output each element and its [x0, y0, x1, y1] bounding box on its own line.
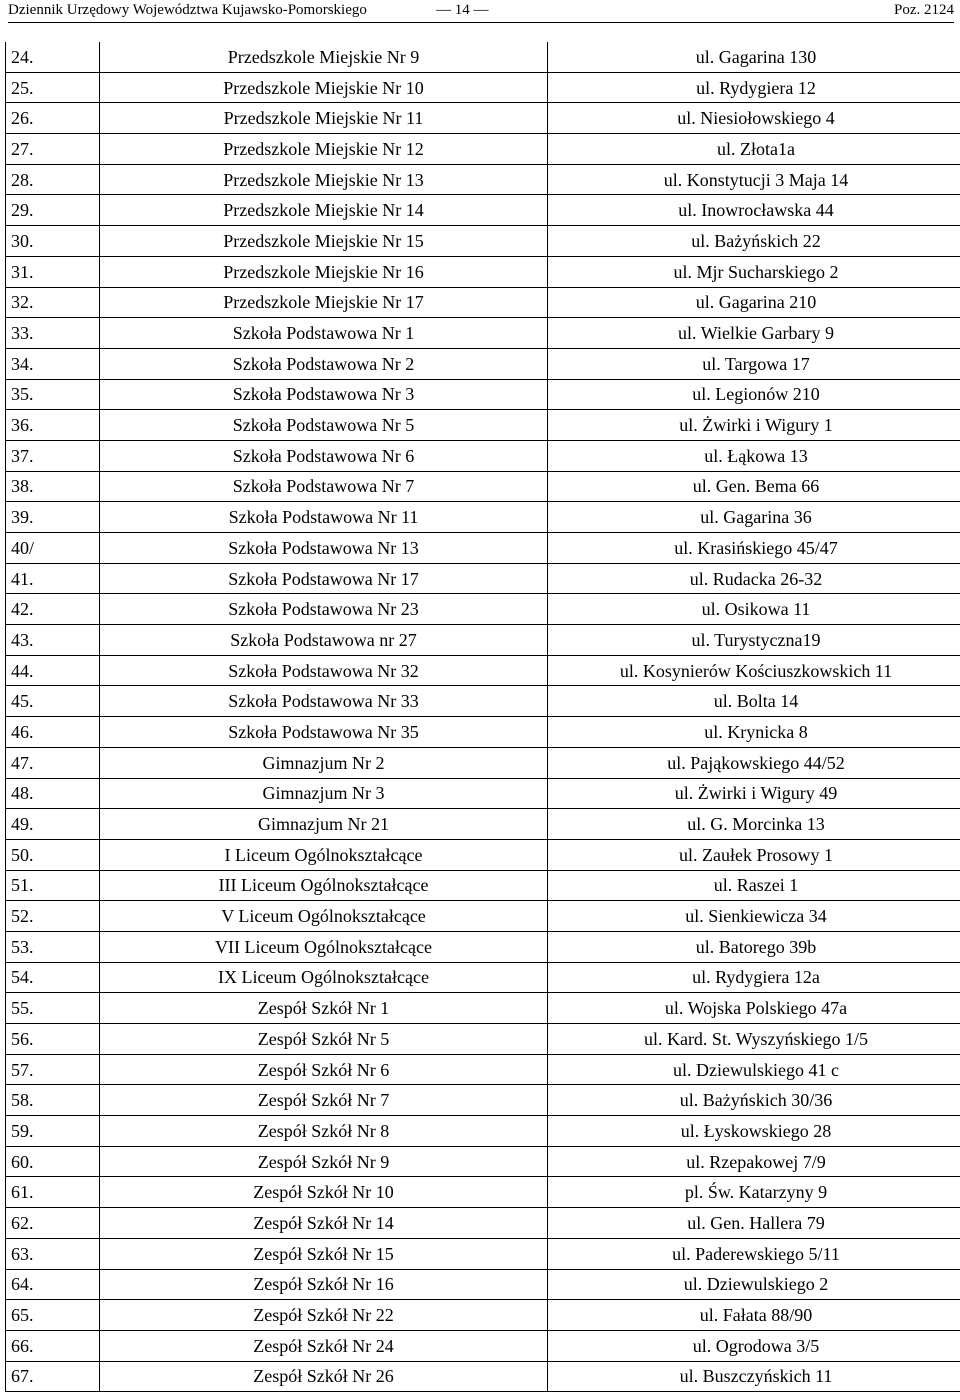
- table-row: [6, 747, 960, 778]
- row-number: 30.: [6, 226, 100, 257]
- institution-name: Przedszkole Miejskie Nr 9: [100, 42, 548, 72]
- table-row: [6, 379, 960, 410]
- table-row: [6, 195, 960, 226]
- institution-address: ul. Kard. St. Wyszyńskiego 1/5: [548, 1024, 960, 1055]
- institution-name: Zespół Szkół Nr 26: [100, 1361, 548, 1392]
- row-number: 58.: [6, 1085, 100, 1116]
- institution-address: ul. Łąkowa 13: [548, 440, 960, 471]
- table-row: [6, 440, 960, 471]
- institution-name: Szkoła Podstawowa Nr 2: [100, 348, 548, 379]
- institution-address: ul. Batorego 39b: [548, 931, 960, 962]
- institution-address: ul. Inowrocławska 44: [548, 195, 960, 226]
- table-row: [6, 318, 960, 349]
- row-number: 39.: [6, 502, 100, 533]
- institution-address: ul. Mjr Sucharskiego 2: [548, 256, 960, 287]
- institution-address: ul. Niesiołowskiego 4: [548, 103, 960, 134]
- row-number: 33.: [6, 318, 100, 349]
- institution-name: Przedszkole Miejskie Nr 12: [100, 134, 548, 165]
- table-row: [6, 348, 960, 379]
- table-row: [6, 410, 960, 441]
- row-number: 62.: [6, 1208, 100, 1239]
- institution-name: Przedszkole Miejskie Nr 11: [100, 103, 548, 134]
- table-row: [6, 1208, 960, 1239]
- table-row: [6, 502, 960, 533]
- table-row: [6, 1177, 960, 1208]
- institution-name: Przedszkole Miejskie Nr 10: [100, 72, 548, 103]
- institution-name: Przedszkole Miejskie Nr 13: [100, 164, 548, 195]
- institution-address: ul. Pająkowskiego 44/52: [548, 747, 960, 778]
- institution-address: ul. Fałata 88/90: [548, 1300, 960, 1331]
- institution-name: Szkoła Podstawowa Nr 23: [100, 594, 548, 625]
- row-number: 63.: [6, 1238, 100, 1269]
- institution-name: Szkoła Podstawowa Nr 17: [100, 563, 548, 594]
- table-row: [6, 931, 960, 962]
- institution-name: Szkoła Podstawowa Nr 11: [100, 502, 548, 533]
- table-row: [6, 594, 960, 625]
- institution-name: Szkoła Podstawowa Nr 6: [100, 440, 548, 471]
- table-row: [6, 809, 960, 840]
- row-number: 34.: [6, 348, 100, 379]
- row-number: 41.: [6, 563, 100, 594]
- table-row: [6, 563, 960, 594]
- institution-address: ul. Żwirki i Wigury 49: [548, 778, 960, 809]
- page-number: — 14 —: [436, 2, 489, 18]
- position-number: Poz. 2124: [894, 2, 954, 18]
- row-number: 54.: [6, 962, 100, 993]
- table-row: [6, 42, 960, 72]
- row-number: 53.: [6, 931, 100, 962]
- institution-name: Zespół Szkół Nr 22: [100, 1300, 548, 1331]
- row-number: 65.: [6, 1300, 100, 1331]
- table-row: [6, 1024, 960, 1055]
- table-row: [6, 256, 960, 287]
- institution-address: ul. Gagarina 36: [548, 502, 960, 533]
- row-number: 50.: [6, 839, 100, 870]
- table-row: [6, 287, 960, 318]
- institution-address: ul. Paderewskiego 5/11: [548, 1238, 960, 1269]
- institution-name: Przedszkole Miejskie Nr 17: [100, 287, 548, 318]
- institution-name: VII Liceum Ogólnokształcące: [100, 931, 548, 962]
- institution-name: Zespół Szkół Nr 7: [100, 1085, 548, 1116]
- row-number: 28.: [6, 164, 100, 195]
- row-number: 24.: [6, 42, 100, 72]
- institution-address: ul. Sienkiewicza 34: [548, 901, 960, 932]
- institution-address: ul. G. Morcinka 13: [548, 809, 960, 840]
- row-number: 47.: [6, 747, 100, 778]
- institution-address: ul. Osikowa 11: [548, 594, 960, 625]
- institution-address: ul. Gen. Bema 66: [548, 471, 960, 502]
- table-row: [6, 1054, 960, 1085]
- table-row: [6, 1146, 960, 1177]
- row-number: 67.: [6, 1361, 100, 1392]
- institution-address: ul. Bolta 14: [548, 686, 960, 717]
- row-number: 51.: [6, 870, 100, 901]
- row-number: 52.: [6, 901, 100, 932]
- row-number: 59.: [6, 1116, 100, 1147]
- institution-name: Szkoła Podstawowa Nr 7: [100, 471, 548, 502]
- institution-address: ul. Bażyńskich 22: [548, 226, 960, 257]
- institution-name: Szkoła Podstawowa Nr 3: [100, 379, 548, 410]
- table-row: [6, 1116, 960, 1147]
- institution-name: I Liceum Ogólnokształcące: [100, 839, 548, 870]
- table-row: [6, 72, 960, 103]
- institution-address: ul. Buszczyńskich 11: [548, 1361, 960, 1392]
- institution-name: Przedszkole Miejskie Nr 15: [100, 226, 548, 257]
- institution-name: Przedszkole Miejskie Nr 16: [100, 256, 548, 287]
- institution-name: Szkoła Podstawowa Nr 33: [100, 686, 548, 717]
- row-number: 36.: [6, 410, 100, 441]
- row-number: 43.: [6, 625, 100, 656]
- row-number: 27.: [6, 134, 100, 165]
- table-row: [6, 1269, 960, 1300]
- institution-address: ul. Rydygiera 12: [548, 72, 960, 103]
- institution-name: Gimnazjum Nr 2: [100, 747, 548, 778]
- institution-address: ul. Krasińskiego 45/47: [548, 533, 960, 564]
- row-number: 61.: [6, 1177, 100, 1208]
- institution-name: Zespół Szkół Nr 6: [100, 1054, 548, 1085]
- institution-address: ul. Targowa 17: [548, 348, 960, 379]
- institution-name: Zespół Szkół Nr 8: [100, 1116, 548, 1147]
- institution-name: IX Liceum Ogólnokształcące: [100, 962, 548, 993]
- institution-address: ul. Gagarina 210: [548, 287, 960, 318]
- institution-address: ul. Zaułek Prosowy 1: [548, 839, 960, 870]
- institution-address: ul. Kosynierów Kościuszkowskich 11: [548, 655, 960, 686]
- institution-name: Zespół Szkół Nr 14: [100, 1208, 548, 1239]
- institution-address: ul. Turystyczna19: [548, 625, 960, 656]
- institution-name: V Liceum Ogólnokształcące: [100, 901, 548, 932]
- page-header: [8, 0, 954, 24]
- institution-name: Szkoła Podstawowa Nr 1: [100, 318, 548, 349]
- institution-name: Gimnazjum Nr 3: [100, 778, 548, 809]
- row-number: 49.: [6, 809, 100, 840]
- institution-name: Zespół Szkół Nr 16: [100, 1269, 548, 1300]
- row-number: 44.: [6, 655, 100, 686]
- row-number: 66.: [6, 1330, 100, 1361]
- table-row: [6, 1300, 960, 1331]
- institution-address: ul. Wielkie Garbary 9: [548, 318, 960, 349]
- institutions-table-body: [6, 42, 960, 1392]
- institution-name: Szkoła Podstawowa Nr 32: [100, 655, 548, 686]
- table-row: [6, 839, 960, 870]
- table-row: [6, 901, 960, 932]
- row-number: 42.: [6, 594, 100, 625]
- row-number: 26.: [6, 103, 100, 134]
- table-row: [6, 1085, 960, 1116]
- row-number: 38.: [6, 471, 100, 502]
- institution-address: ul. Wojska Polskiego 47a: [548, 993, 960, 1024]
- institution-name: Zespół Szkół Nr 15: [100, 1238, 548, 1269]
- table-row: [6, 993, 960, 1024]
- table-row: [6, 870, 960, 901]
- institution-name: Zespół Szkół Nr 1: [100, 993, 548, 1024]
- table-row: [6, 103, 960, 134]
- table-row: [6, 226, 960, 257]
- institution-name: Zespół Szkół Nr 5: [100, 1024, 548, 1055]
- table-row: [6, 686, 960, 717]
- institution-name: Gimnazjum Nr 21: [100, 809, 548, 840]
- institution-name: Szkoła Podstawowa nr 27: [100, 625, 548, 656]
- row-number: 37.: [6, 440, 100, 471]
- row-number: 56.: [6, 1024, 100, 1055]
- row-number: 32.: [6, 287, 100, 318]
- institution-address: ul. Legionów 210: [548, 379, 960, 410]
- table-row: [6, 717, 960, 748]
- institution-address: ul. Krynicka 8: [548, 717, 960, 748]
- table-row: [6, 164, 960, 195]
- institution-address: ul. Łyskowskiego 28: [548, 1116, 960, 1147]
- row-number: 45.: [6, 686, 100, 717]
- institution-address: ul. Rudacka 26-32: [548, 563, 960, 594]
- institution-address: ul. Ogrodowa 3/5: [548, 1330, 960, 1361]
- header-rule: [8, 22, 954, 23]
- institution-name: Zespół Szkół Nr 24: [100, 1330, 548, 1361]
- institution-address: ul. Rzepakowej 7/9: [548, 1146, 960, 1177]
- table-row: [6, 655, 960, 686]
- row-number: 64.: [6, 1269, 100, 1300]
- institution-address: ul. Gen. Hallera 79: [548, 1208, 960, 1239]
- row-number: 35.: [6, 379, 100, 410]
- institutions-table: [5, 42, 960, 1392]
- table-row: [6, 962, 960, 993]
- institution-address: ul. Gagarina 130: [548, 42, 960, 72]
- table-row: [6, 625, 960, 656]
- row-number: 29.: [6, 195, 100, 226]
- institution-address: ul. Konstytucji 3 Maja 14: [548, 164, 960, 195]
- institution-address: ul. Raszei 1: [548, 870, 960, 901]
- table-row: [6, 778, 960, 809]
- institution-name: Zespół Szkół Nr 9: [100, 1146, 548, 1177]
- row-number: 31.: [6, 256, 100, 287]
- institution-address: ul. Bażyńskich 30/36: [548, 1085, 960, 1116]
- row-number: 40/: [6, 533, 100, 564]
- row-number: 57.: [6, 1054, 100, 1085]
- table-row: [6, 471, 960, 502]
- row-number: 25.: [6, 72, 100, 103]
- institution-address: ul. Rydygiera 12a: [548, 962, 960, 993]
- table-row: [6, 533, 960, 564]
- institution-address: ul. Złota1a: [548, 134, 960, 165]
- table-row: [6, 1361, 960, 1392]
- row-number: 46.: [6, 717, 100, 748]
- table-row: [6, 134, 960, 165]
- institution-name: Szkoła Podstawowa Nr 13: [100, 533, 548, 564]
- journal-title: Dziennik Urzędowy Województwa Kujawsko-Pomorskiego: [8, 2, 367, 18]
- institution-address: pl. Św. Katarzyny 9: [548, 1177, 960, 1208]
- institution-address: ul. Żwirki i Wigury 1: [548, 410, 960, 441]
- institution-name: Zespół Szkół Nr 10: [100, 1177, 548, 1208]
- institution-name: III Liceum Ogólnokształcące: [100, 870, 548, 901]
- row-number: 55.: [6, 993, 100, 1024]
- institution-name: Przedszkole Miejskie Nr 14: [100, 195, 548, 226]
- institution-name: Szkoła Podstawowa Nr 5: [100, 410, 548, 441]
- institution-address: ul. Dziewulskiego 2: [548, 1269, 960, 1300]
- row-number: 60.: [6, 1146, 100, 1177]
- row-number: 48.: [6, 778, 100, 809]
- institution-address: ul. Dziewulskiego 41 c: [548, 1054, 960, 1085]
- table-row: [6, 1330, 960, 1361]
- institution-name: Szkoła Podstawowa Nr 35: [100, 717, 548, 748]
- table-row: [6, 1238, 960, 1269]
